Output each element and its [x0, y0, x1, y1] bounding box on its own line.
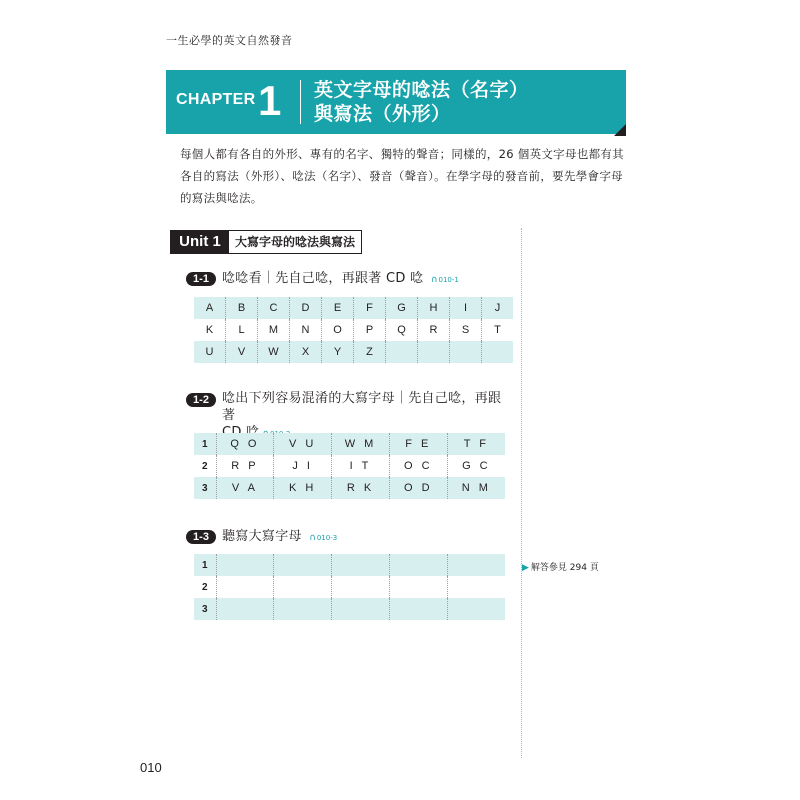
- audio-track: 010-3: [316, 534, 338, 542]
- table-row: [194, 455, 505, 477]
- letter-cell: U: [194, 341, 226, 363]
- answer-cell[interactable]: [274, 576, 332, 598]
- answer-reference: [522, 560, 599, 573]
- chapter-divider: [300, 80, 301, 124]
- answer-cell[interactable]: [447, 576, 505, 598]
- chapter-number: 1: [258, 77, 282, 124]
- answer-cell[interactable]: [216, 576, 274, 598]
- letter-cell: D: [290, 297, 322, 319]
- pair-cell: F E: [389, 433, 447, 455]
- answer-reference-text: 解答參見 294 頁: [530, 563, 599, 573]
- pair-cell: O D: [389, 477, 447, 499]
- chapter-title: [314, 78, 529, 126]
- answer-cell[interactable]: [332, 598, 390, 620]
- letter-cell: V: [226, 341, 258, 363]
- running-header: 一生必學的英文自然發音: [166, 34, 293, 47]
- answer-cell[interactable]: [332, 554, 390, 576]
- headphone-icon: ∩: [430, 275, 438, 285]
- letter-cell: M: [258, 319, 290, 341]
- pair-cell: G C: [462, 460, 491, 472]
- letter-cell: J: [482, 297, 514, 319]
- pair-cell: N M: [447, 477, 505, 499]
- table-row: [194, 433, 505, 455]
- dictation-table: [194, 554, 505, 620]
- section-badge-1-3: 1-3: [186, 530, 216, 544]
- letter-cell: S: [450, 319, 482, 341]
- letter-cell: A: [194, 297, 226, 319]
- answer-cell[interactable]: [447, 554, 505, 576]
- letter-cell: X: [290, 341, 322, 363]
- section-heading-1-3: [222, 528, 337, 547]
- letter-cell: C: [258, 297, 290, 319]
- headphone-icon: ∩: [309, 533, 316, 543]
- banner-fold-corner: [614, 124, 626, 136]
- answer-cell[interactable]: [274, 598, 332, 620]
- letter-cell: [450, 341, 482, 363]
- answer-cell[interactable]: [216, 598, 274, 620]
- letter-cell: [386, 341, 418, 363]
- section-heading-1-1: [222, 270, 459, 289]
- letter-cell: K: [194, 319, 226, 341]
- table-row: [194, 477, 505, 499]
- answer-cell[interactable]: [389, 576, 447, 598]
- audio-ref: [431, 276, 459, 284]
- answer-cell[interactable]: [216, 554, 274, 576]
- letter-cell: Y: [322, 341, 354, 363]
- table-row: [194, 554, 505, 576]
- letter-cell: F: [354, 297, 386, 319]
- row-number: 3: [194, 477, 216, 499]
- pair-cell: V A: [216, 477, 274, 499]
- table-row: [194, 598, 505, 620]
- letter-cell: G: [386, 297, 418, 319]
- section-heading-line1: 唸出下列容易混淆的大寫字母｜先自己唸，再跟著: [222, 391, 502, 423]
- letter-cell: P: [354, 319, 386, 341]
- triangle-right-icon: ▶: [522, 563, 529, 573]
- pair-cell: J I: [274, 455, 332, 477]
- chapter-title-line2: 與寫法（外形）: [314, 103, 451, 125]
- table-row: [194, 576, 505, 598]
- letters-table: [194, 297, 513, 363]
- letter-cell: O: [322, 319, 354, 341]
- row-number: 1: [194, 433, 216, 455]
- section-badge-1-2: 1-2: [186, 393, 216, 407]
- pair-cell: Q O: [216, 433, 274, 455]
- letter-cell: [482, 341, 514, 363]
- table-row: [194, 319, 513, 341]
- letter-cell: T: [494, 324, 501, 336]
- answer-cell[interactable]: [389, 554, 447, 576]
- row-number: 2: [194, 455, 216, 477]
- row-number: 3: [194, 598, 216, 620]
- letter-cell: [418, 341, 450, 363]
- section-badge-1-1: 1-1: [186, 272, 216, 286]
- audio-ref: [309, 534, 337, 542]
- audio-track: 010-1: [438, 276, 459, 284]
- pair-cell: R P: [216, 455, 274, 477]
- letter-cell: Z: [354, 341, 386, 363]
- letter-cell: R: [418, 319, 450, 341]
- unit-label: Unit 1: [171, 231, 229, 253]
- margin-divider: [521, 228, 522, 758]
- intro-paragraph: 每個人都有各自的外形、專有的名字、獨特的聲音；同樣的，26 個英文字母也都有其各自的寫法（外形）、唸法（名字）、發音（聲音）。在學字母的發音前，要先學會字母的寫法與唸法。: [180, 147, 624, 205]
- pair-cell: K H: [274, 477, 332, 499]
- answer-cell[interactable]: [332, 576, 390, 598]
- table-row: [194, 341, 513, 363]
- section-heading-text: 唸唸看｜先自己唸，再跟著 CD 唸: [222, 271, 424, 286]
- chapter-label: CHAPTER: [176, 91, 256, 108]
- letter-cell: I: [450, 297, 482, 319]
- confusing-pairs-table: [194, 433, 505, 499]
- row-number: 2: [194, 576, 216, 598]
- page-number: 010: [140, 760, 162, 775]
- pair-cell: R K: [332, 477, 390, 499]
- section-heading-text: 聽寫大寫字母: [222, 529, 302, 544]
- unit-header: [170, 230, 362, 254]
- unit-title: 大寫字母的唸法與寫法: [235, 235, 356, 249]
- pair-cell: T F: [447, 433, 505, 455]
- answer-cell[interactable]: [389, 598, 447, 620]
- row-number: 1: [194, 554, 216, 576]
- letter-cell: E: [322, 297, 354, 319]
- letter-cell: L: [226, 319, 258, 341]
- letter-cell: B: [226, 297, 258, 319]
- pair-cell: O C: [389, 455, 447, 477]
- pair-cell: I T: [332, 455, 390, 477]
- answer-cell[interactable]: [274, 554, 332, 576]
- chapter-banner: [166, 70, 626, 134]
- answer-cell[interactable]: [447, 598, 505, 620]
- letter-cell: N: [290, 319, 322, 341]
- table-row: [194, 297, 513, 319]
- pair-cell: V U: [274, 433, 332, 455]
- letter-cell: Q: [386, 319, 418, 341]
- chapter-title-line1: 英文字母的唸法（名字）: [314, 79, 529, 101]
- letter-cell: W: [258, 341, 290, 363]
- letter-cell: H: [418, 297, 450, 319]
- pair-cell: W M: [332, 433, 390, 455]
